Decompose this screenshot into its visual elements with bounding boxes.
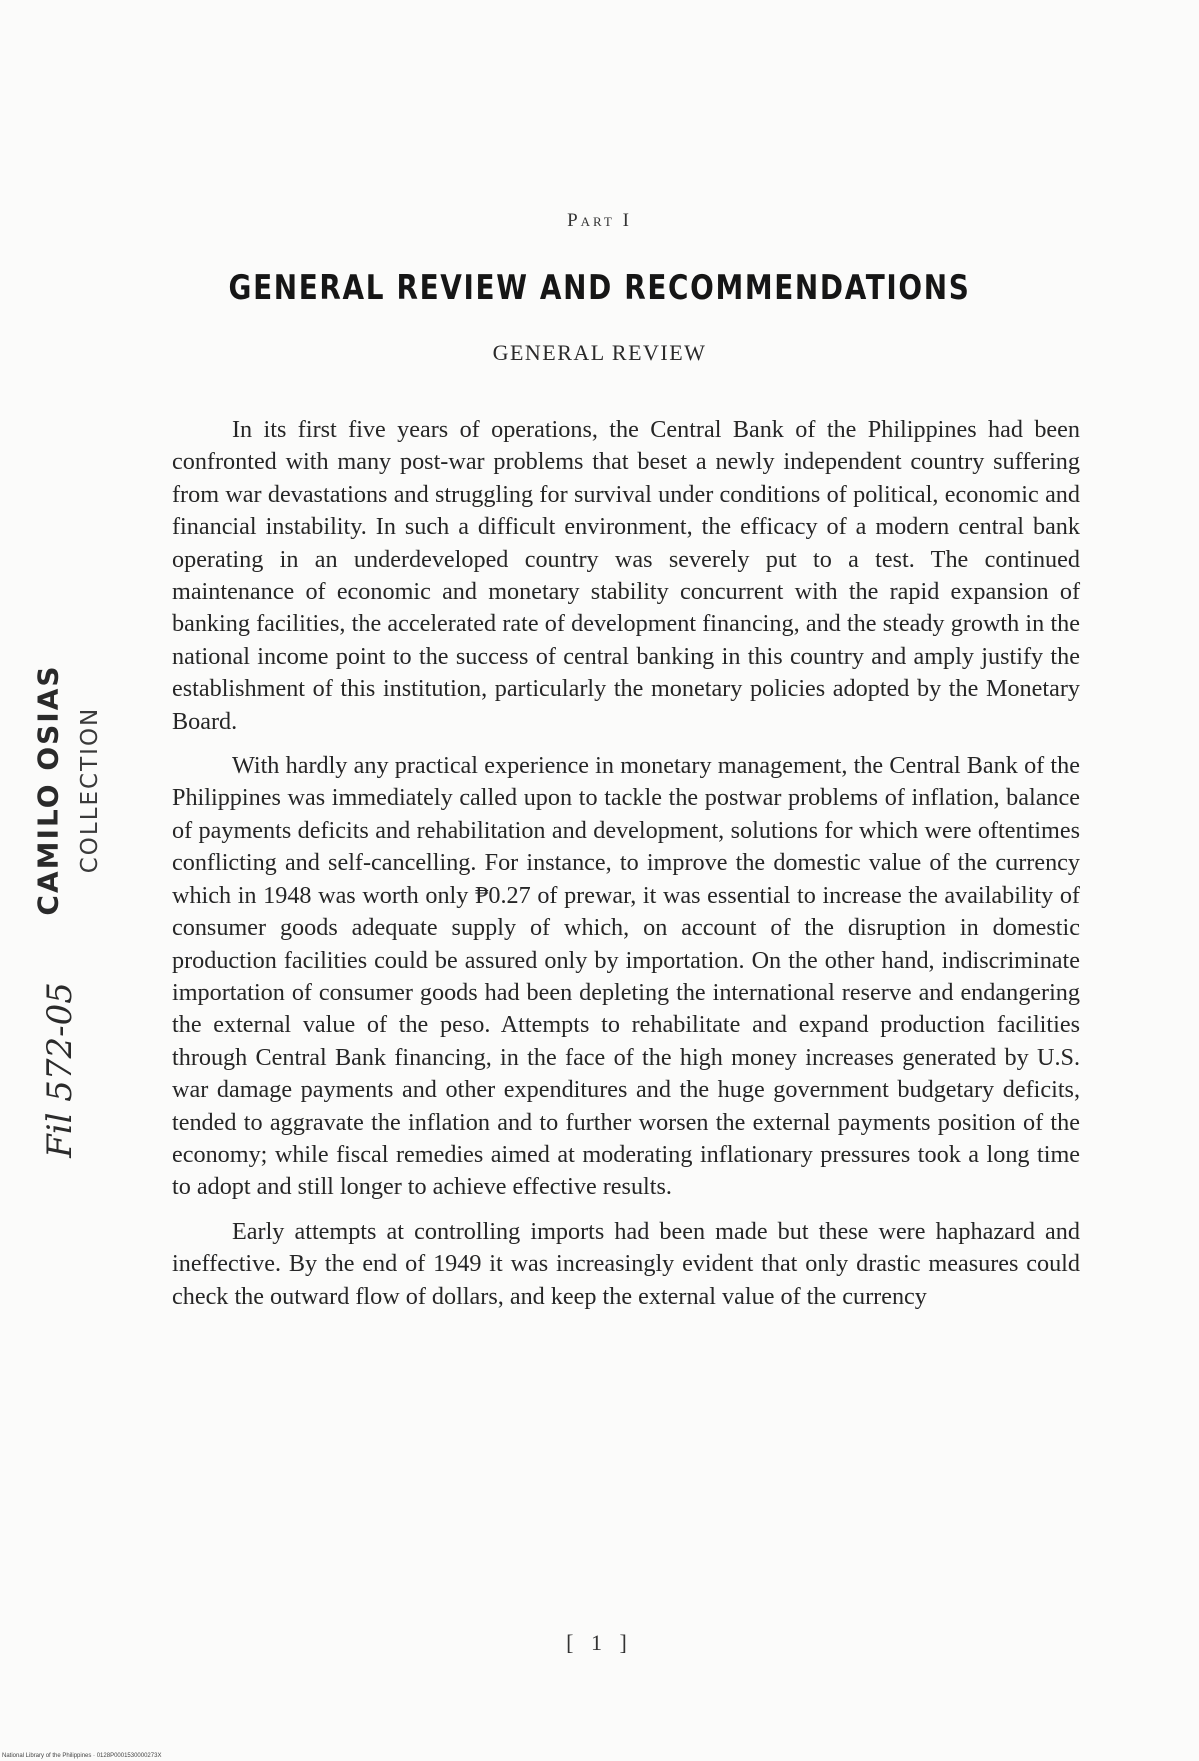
section-title: GENERAL REVIEW — [492, 340, 707, 365]
paragraph-3: Early attempts at controlling imports had been made but these were haphazard and ineffective. By the end of 1949 it was increasingly evident that only drastic measures could check the outward flow of dollars, and keep the external value of the currency — [172, 1217, 1080, 1310]
main-title: GENERAL REVIEW AND RECOMMENDATIONS — [228, 268, 971, 308]
paragraph-2: With hardly any practical experience in monetary management, the Central Bank of the Philippines was immediately called upon to tackle the postwar problems of inflation, balance of payments deficits and rehabilitation and development, solutions for which were oftentimes conflicting and self-cancelling. For instance, to improve the domestic value of the currency which in 1948 was worth only ₱0.27 of prewar, it was essential to increase the availability of consumer goods adequate supply of which, on account of the disruption in domestic production facilities could be assured only by importation. On the other hand, indiscriminate importation of consumer goods had been depleting the international reserve and endangering the external value of the peso. Attempts to rehabilitate and expand production facilities through Central Bank financing, in the face of the high money increases generated by U.S. war damage payments and other expenditures and the huge government budgetary deficits, tended to aggravate the inflation and to further worsen the external payments position of the economy; while fiscal remedies aimed at moderating inflationary pressures took a long time to adopt and still longer to achieve effective results. — [172, 752, 1080, 1201]
body-text — [172, 414, 1080, 1325]
handwritten-call-number: Fil 572-05 — [40, 982, 80, 1158]
collection-stamp-label: COLLECTION — [77, 706, 103, 874]
part-label: Part I — [567, 210, 632, 231]
collection-stamp-name: CAMILO OSIAS — [31, 664, 65, 916]
footer-note: National Library of the Philippines · 0128P0001530000273X — [2, 1753, 162, 1759]
paragraph-1: In its first five years of operations, the Central Bank of the Philippines had been confronted with many post-war problems that beset a newly independent country suffering from war devastations and struggling for survival under conditions of political, economic and financial instability. In such a difficult environment, the efficacy of a modern central bank operating in an underdeveloped country was severely put to a test. The continued maintenance of economic and monetary stability concurrent with the rapid expansion of banking facilities, the accelerated rate of development financing, and the steady growth in the national income point to the success of central banking in this country and amply justify the establishment of this institution, particularly the monetary policies adopted by the Monetary Board. — [172, 416, 1080, 735]
page-number: [ 1 ] — [566, 1630, 633, 1655]
